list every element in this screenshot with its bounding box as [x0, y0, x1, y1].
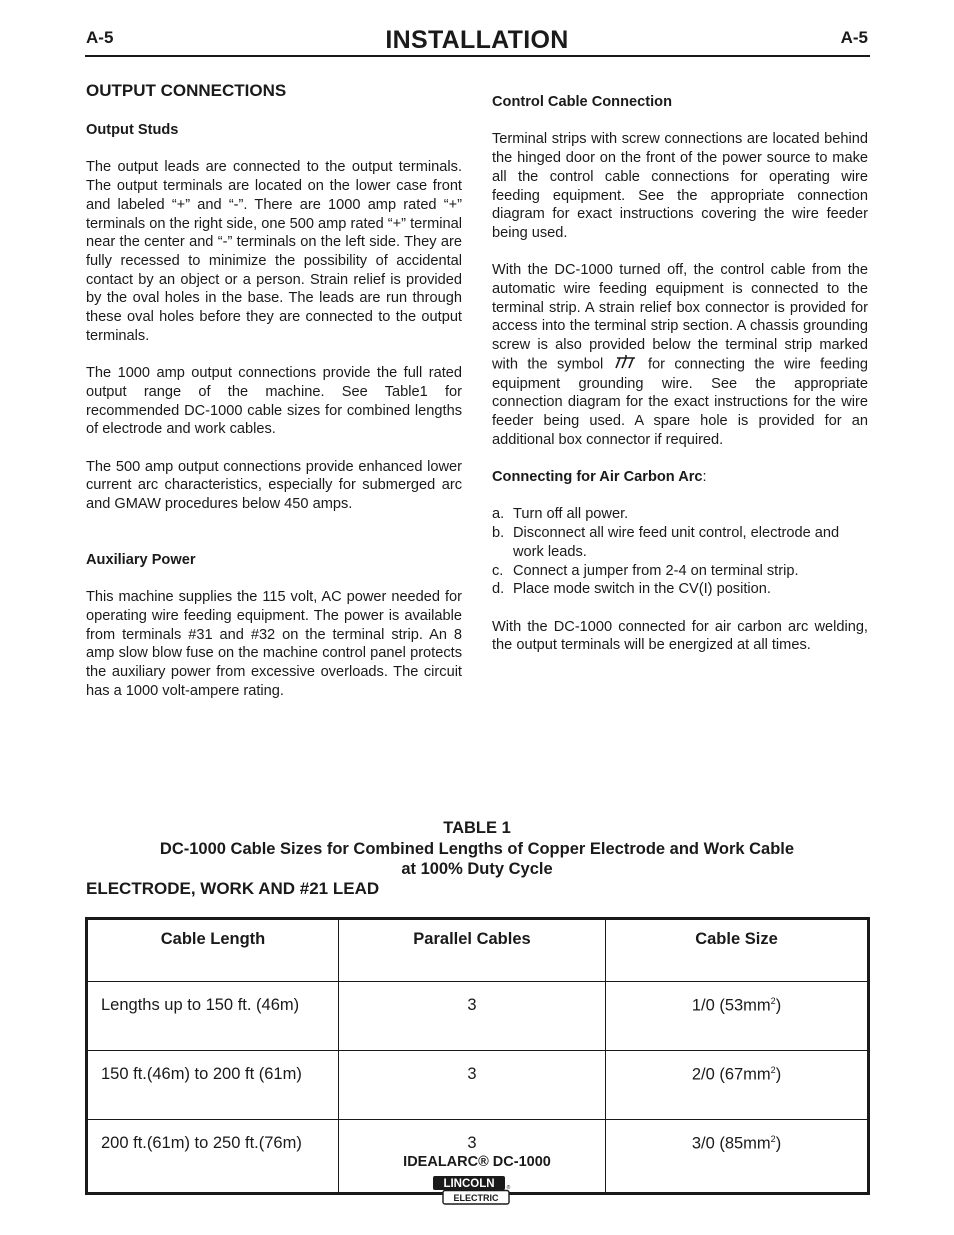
header-cable-length: Cable Length — [87, 919, 339, 982]
page-number-right: A-5 — [840, 28, 868, 47]
step-letter: b. — [492, 525, 505, 542]
table-title-line-2: at 100% Duty Cycle — [401, 860, 553, 878]
left-column — [86, 80, 462, 700]
control-cable-2-text-b: for connecting the wire feeding equipment grounding wire. See the appropriate connection diagram for the exact instructions for the wire feeder being used. A spare hole is provided for an additional box connector if required. — [492, 356, 868, 448]
air-carbon-arc-heading-text: Connecting for Air Carbon Arc — [492, 469, 703, 486]
paragraph-output-studs-3: The 500 amp output connections provide enhanced lower current arc characteristics, especially for submerged arc and GMAW procedures below 450 amps. — [86, 458, 462, 513]
cell-parallel-cables: 3 — [339, 1051, 606, 1120]
cell-cable-length: 150 ft.(46m) to 200 ft (61m) — [87, 1051, 339, 1120]
subheading-output-studs: Output Studs — [86, 122, 179, 138]
cable-size-superscript: 2 — [770, 1065, 776, 1075]
table-label: TABLE 1 — [443, 819, 511, 837]
logo-text-electric: ELECTRIC — [453, 1193, 499, 1203]
subheading-air-carbon-arc — [492, 468, 868, 487]
right-column — [492, 80, 868, 655]
logo-registered-mark: ® — [506, 1185, 511, 1191]
paragraph-control-cable-2 — [492, 261, 868, 449]
table-header-row — [87, 919, 869, 982]
cell-cable-length: 200 ft.(61m) to 250 ft.(76m) — [87, 1120, 339, 1194]
section-title-output-connections: OUTPUT CONNECTIONS — [86, 81, 287, 100]
table-row — [87, 982, 869, 1051]
paragraph-output-studs-2: The 1000 amp output connections provide the full rated output range of the machine. See Table1 for recommended DC-1000 cable sizes for combined lengths of electrode and work cables. — [86, 365, 462, 438]
paragraph-auxiliary-power: This machine supplies the 115 volt, AC power needed for operating wire feeding equipment. The power is available from terminals #31 and #32 on the terminal strip. An 8 amp slow blow fuse on the machine control panel protects the auxiliary power from excessive overloads. The circuit has a 1000 volt-ampere rating. — [86, 589, 462, 699]
step-text: Connect a jumper from 2-4 on terminal strip. — [513, 562, 799, 579]
cable-size-close: ) — [775, 1065, 782, 1084]
cable-size-value: 2/0 (67mm — [691, 1065, 771, 1084]
list-item — [492, 524, 868, 561]
cell-cable-size — [606, 982, 869, 1051]
logo-text-lincoln: LINCOLN — [443, 1178, 495, 1190]
step-letter: a. — [492, 506, 505, 523]
subheading-auxiliary-power: Auxiliary Power — [86, 551, 196, 568]
subheading-control-cable-connection: Control Cable Connection — [492, 94, 672, 110]
paragraph-control-cable-1: Terminal strips with screw connections are located behind the hinged door on the front of the power source to make all the control cable connections for operating wire feeding equipment. See the appropriate connection diagram for exact instructions covering the wire feeder being used. — [492, 131, 868, 241]
cell-cable-length: Lengths up to 150 ft. (46m) — [87, 982, 339, 1051]
cell-parallel-cables: 3 — [339, 982, 606, 1051]
header-rule — [85, 55, 870, 57]
step-text: Disconnect all wire feed unit control, electrode and work leads. — [513, 525, 840, 560]
chassis-ground-icon — [615, 355, 637, 375]
cable-size-superscript: 2 — [770, 1134, 776, 1144]
control-cable-2-text-a: With the DC-1000 turned off, the control cable from the automatic wire feeding equipment is connected to the terminal strip. A strain relief box connector is provided for access into the terminal strip section. A chassis grounding screw is also provided below the terminal strip marked with the symbol — [492, 262, 868, 373]
step-text: Place mode switch in the CV(I) position. — [513, 581, 771, 598]
table-title-line-1: DC-1000 Cable Sizes for Combined Lengths of Copper Electrode and Work Cable — [159, 839, 795, 858]
footer-model-name: IDEALARC® DC-1000 — [403, 1154, 551, 1170]
header-cable-size: Cable Size — [606, 919, 869, 982]
table-lead-title: ELECTRODE, WORK AND #21 LEAD — [86, 879, 380, 898]
cable-size-value: 3/0 (85mm — [691, 1134, 771, 1153]
air-carbon-arc-steps — [492, 505, 868, 599]
paragraph-output-studs-1: The output leads are connected to the output terminals. The output terminals are located on the lower case front and labeled “+” and “-”. There are 1000 amp rated “+” terminals on the right side, one 500 amp rated “+” terminal near the center and “-” terminals on the left side. They are fully recessed to minimize the possibility of accidental contact by an object or a person. Strain relief is provided by the oval holes in the base. The leads are run through these oval holes before they are connected to the output terminals. — [86, 159, 462, 344]
cable-size-value: 1/0 (53mm — [691, 996, 771, 1015]
page-number-left: A-5 — [86, 28, 114, 47]
cable-size-close: ) — [775, 1134, 782, 1153]
table-row — [87, 1051, 869, 1120]
step-letter: c. — [492, 562, 504, 579]
header-parallel-cables: Parallel Cables — [339, 919, 606, 982]
table-caption — [0, 818, 954, 880]
step-text: Turn off all power. — [513, 506, 629, 523]
list-item — [492, 505, 868, 524]
step-letter: d. — [492, 581, 505, 598]
list-item — [492, 562, 868, 581]
cell-parallel-cables: 3 — [339, 1120, 606, 1194]
paragraph-air-carbon-arc-note: With the DC-1000 connected for air carbon arc welding, the output terminals will be energized at all times. — [492, 618, 868, 654]
air-carbon-arc-heading-colon: : — [702, 469, 707, 486]
page-title: INSTALLATION — [385, 26, 569, 54]
cell-cable-size — [606, 1051, 869, 1120]
list-item — [492, 580, 868, 599]
cable-size-superscript: 2 — [770, 996, 776, 1006]
cable-size-close: ) — [775, 996, 782, 1015]
lincoln-electric-logo — [432, 1175, 512, 1207]
